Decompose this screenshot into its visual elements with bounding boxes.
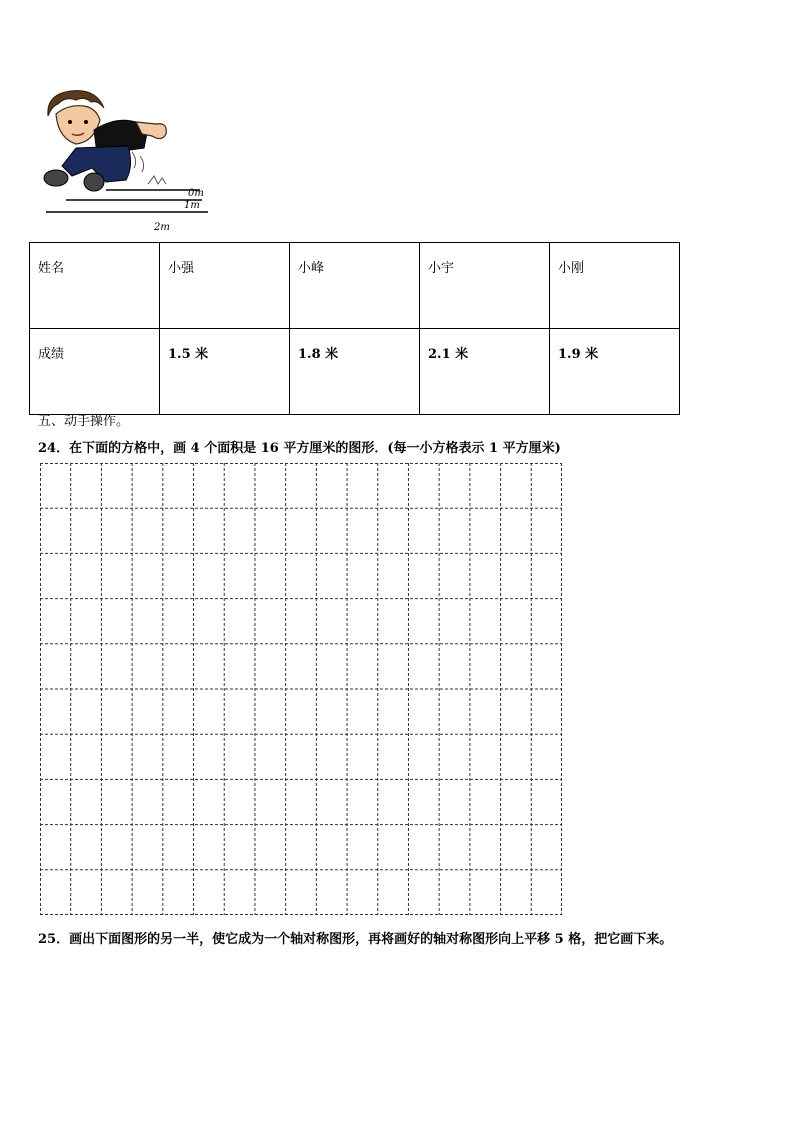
question-25: 25．画出下面图形的另一半，使它成为一个轴对称图形，再将画好的轴对称图形向上平移 5 格，把它画下来。 <box>38 932 673 947</box>
table-cell: 成绩 <box>30 329 160 415</box>
square-grid[interactable] <box>40 463 562 915</box>
table-cell: 姓名 <box>30 243 160 329</box>
table-row-names <box>30 243 680 329</box>
table-cell: 1.9 米 <box>550 329 680 415</box>
mark-1m: 1m <box>184 200 200 211</box>
table-cell: 小强 <box>160 243 290 329</box>
long-jump-illustration <box>36 86 216 236</box>
table-row-scores <box>30 329 680 415</box>
mark-2m: 2m <box>154 222 170 233</box>
table-cell: 小峰 <box>290 243 420 329</box>
section-title: 五、动手操作。 <box>38 414 130 429</box>
table-cell: 小刚 <box>550 243 680 329</box>
table-cell: 2.1 米 <box>420 329 550 415</box>
table-cell: 小宇 <box>420 243 550 329</box>
table-cell: 1.5 米 <box>160 329 290 415</box>
table-cell: 1.8 米 <box>290 329 420 415</box>
question-24: 24．在下面的方格中，画 4 个面积是 16 平方厘米的图形．(每一小方格表示 1 平方厘米) <box>38 441 561 456</box>
mark-0m: 0m <box>188 188 204 199</box>
score-table <box>29 242 680 415</box>
